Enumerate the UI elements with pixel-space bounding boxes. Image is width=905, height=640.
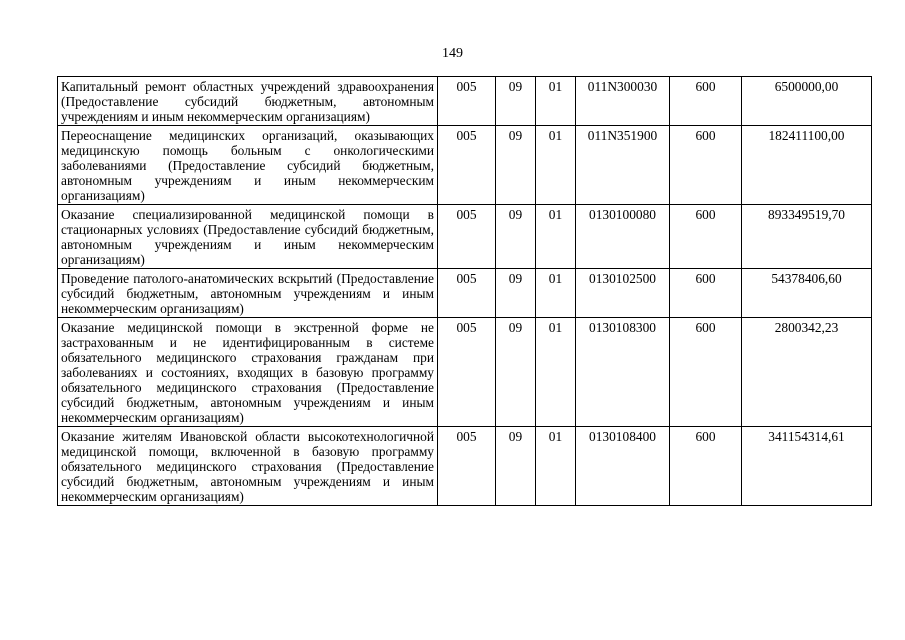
- table-row: [58, 126, 872, 205]
- row-expense-type: 600: [670, 126, 742, 205]
- row-amount: 341154314,61: [742, 427, 872, 506]
- row-ministry: 005: [438, 126, 496, 205]
- table-row: [58, 205, 872, 269]
- row-target-article: 0130102500: [576, 269, 670, 318]
- row-ministry: 005: [438, 318, 496, 427]
- row-expense-type: 600: [670, 427, 742, 506]
- row-subsection: 01: [536, 126, 576, 205]
- row-amount: 54378406,60: [742, 269, 872, 318]
- row-amount: 182411100,00: [742, 126, 872, 205]
- row-amount: 893349519,70: [742, 205, 872, 269]
- row-section: 09: [496, 126, 536, 205]
- row-expense-type: 600: [670, 269, 742, 318]
- row-target-article: 011N300030: [576, 77, 670, 126]
- row-name: Переоснащение медицинских организаций, оказывающих медицинскую помощь больным с онкологическими заболеваниями (Предоставление субсидий бюджетным, автономным учреждениям и иным некоммерческим организациям): [58, 126, 438, 205]
- row-subsection: 01: [536, 269, 576, 318]
- row-ministry: 005: [438, 205, 496, 269]
- row-expense-type: 600: [670, 77, 742, 126]
- row-ministry: 005: [438, 269, 496, 318]
- row-name: Проведение патолого-анатомических вскрытий (Предоставление субсидий бюджетным, автономным учреждениям и иным некоммерческим организациям): [58, 269, 438, 318]
- row-ministry: 005: [438, 77, 496, 126]
- row-target-article: 0130108400: [576, 427, 670, 506]
- row-expense-type: 600: [670, 205, 742, 269]
- row-target-article: 0130108300: [576, 318, 670, 427]
- row-target-article: 011N351900: [576, 126, 670, 205]
- row-amount: 6500000,00: [742, 77, 872, 126]
- row-name: Оказание жителям Ивановской области высокотехнологичной медицинской помощи, включенной в базовую программу обязательного медицинского страхования (Предоставление субсидий бюджетным, автономным учреждениям и иным некоммерческим организациям): [58, 427, 438, 506]
- row-section: 09: [496, 77, 536, 126]
- row-name: Капитальный ремонт областных учреждений здравоохранения (Предоставление субсидий бюджетным, автономным учреждениям и иным некоммерческим организациям): [58, 77, 438, 126]
- row-amount: 2800342,23: [742, 318, 872, 427]
- row-ministry: 005: [438, 427, 496, 506]
- row-subsection: 01: [536, 77, 576, 126]
- row-name: Оказание медицинской помощи в экстренной форме не застрахованным и не идентифицированным в системе обязательного медицинского страхования гражданам при заболеваниях и состояниях, входящих в базовую программу обязательного медицинского страхования (Предоставление субсидий бюджетным, автономным учреждениям и иным некоммерческим организациям): [58, 318, 438, 427]
- row-expense-type: 600: [670, 318, 742, 427]
- row-section: 09: [496, 318, 536, 427]
- row-section: 09: [496, 269, 536, 318]
- table-row: [58, 269, 872, 318]
- row-subsection: 01: [536, 318, 576, 427]
- row-section: 09: [496, 205, 536, 269]
- table-row: [58, 77, 872, 126]
- row-target-article: 0130100080: [576, 205, 670, 269]
- table-row: [58, 318, 872, 427]
- budget-table: [57, 76, 872, 506]
- row-name: Оказание специализированной медицинской помощи в стационарных условиях (Предоставление субсидий бюджетным, автономным учреждениям и иным некоммерческим организациям): [58, 205, 438, 269]
- page-number: 149: [442, 46, 463, 61]
- table-row: [58, 427, 872, 506]
- row-subsection: 01: [536, 427, 576, 506]
- row-section: 09: [496, 427, 536, 506]
- row-subsection: 01: [536, 205, 576, 269]
